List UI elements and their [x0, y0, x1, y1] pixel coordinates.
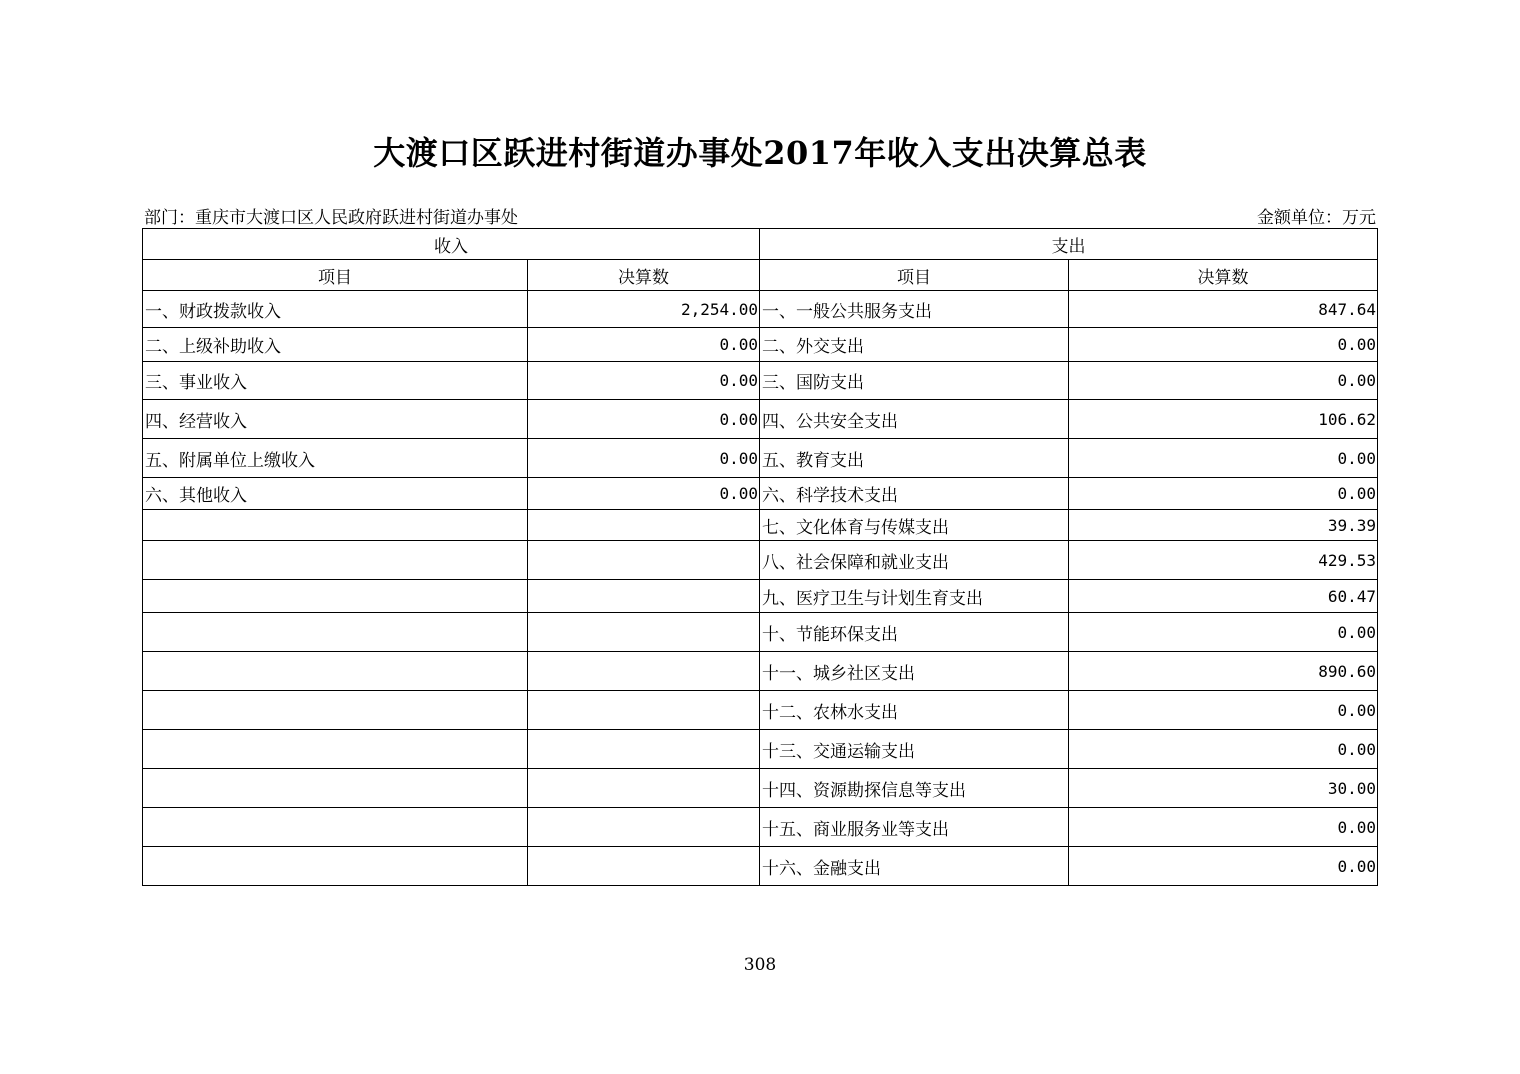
income-item-header: 项目: [143, 260, 528, 291]
table-row: [143, 613, 1378, 652]
expense-amount-cell: 0.00: [1069, 478, 1378, 510]
income-item-cell: 三、事业收入: [143, 362, 528, 400]
income-item-cell: [143, 847, 528, 886]
expense-amount-cell: 106.62: [1069, 400, 1378, 439]
page-title: 大渡口区跃进村街道办事处2017年收入支出决算总表: [373, 134, 1147, 172]
expense-item-cell: 一、一般公共服务支出: [760, 291, 1069, 328]
expense-amount-cell: 847.64: [1069, 291, 1378, 328]
table-row: [143, 439, 1378, 478]
income-item-cell: [143, 691, 528, 730]
income-amount-cell: [528, 541, 760, 580]
income-amount-cell: 0.00: [528, 400, 760, 439]
income-amount-header: 决算数: [528, 260, 760, 291]
budget-table: [142, 228, 1378, 886]
table-row: [143, 847, 1378, 886]
income-amount-cell: [528, 808, 760, 847]
income-item-cell: [143, 510, 528, 541]
expense-item-cell: 三、国防支出: [760, 362, 1069, 400]
expense-amount-cell: 0.00: [1069, 362, 1378, 400]
expense-amount-cell: 39.39: [1069, 510, 1378, 541]
income-amount-cell: 0.00: [528, 328, 760, 362]
expense-amount-cell: 429.53: [1069, 541, 1378, 580]
income-item-cell: 六、其他收入: [143, 478, 528, 510]
income-header: 收入: [143, 229, 760, 260]
expense-amount-cell: 0.00: [1069, 808, 1378, 847]
table-row: [143, 400, 1378, 439]
expense-amount-cell: 0.00: [1069, 328, 1378, 362]
expense-item-cell: 五、教育支出: [760, 439, 1069, 478]
expense-item-cell: 十五、商业服务业等支出: [760, 808, 1069, 847]
income-amount-cell: [528, 580, 760, 613]
table-row: [143, 580, 1378, 613]
table-row: [143, 652, 1378, 691]
table-row: [143, 510, 1378, 541]
expense-amount-cell: 0.00: [1069, 691, 1378, 730]
section-header-row: [143, 229, 1378, 260]
expense-item-cell: 十六、金融支出: [760, 847, 1069, 886]
income-amount-cell: [528, 769, 760, 808]
expense-amount-cell: 0.00: [1069, 847, 1378, 886]
income-item-cell: 二、上级补助收入: [143, 328, 528, 362]
expense-amount-cell: 890.60: [1069, 652, 1378, 691]
table-row: [143, 808, 1378, 847]
expense-amount-cell: 0.00: [1069, 613, 1378, 652]
income-amount-cell: [528, 730, 760, 769]
income-amount-cell: [528, 652, 760, 691]
table-row: [143, 362, 1378, 400]
income-item-cell: 五、附属单位上缴收入: [143, 439, 528, 478]
expense-item-cell: 七、文化体育与传媒支出: [760, 510, 1069, 541]
expense-header: 支出: [760, 229, 1378, 260]
income-amount-cell: 0.00: [528, 362, 760, 400]
income-item-cell: [143, 730, 528, 769]
expense-amount-header: 决算数: [1069, 260, 1378, 291]
department-label: 部门：重庆市大渡口区人民政府跃进村街道办事处: [144, 208, 518, 228]
income-item-cell: [143, 541, 528, 580]
income-item-cell: [143, 808, 528, 847]
unit-label: 金额单位：万元: [1257, 208, 1376, 228]
expense-item-cell: 六、科学技术支出: [760, 478, 1069, 510]
table-row: [143, 478, 1378, 510]
table-row: [143, 541, 1378, 580]
income-item-cell: 一、财政拨款收入: [143, 291, 528, 328]
expense-item-cell: 十二、农林水支出: [760, 691, 1069, 730]
expense-amount-cell: 0.00: [1069, 730, 1378, 769]
income-amount-cell: [528, 691, 760, 730]
expense-item-cell: 十一、城乡社区支出: [760, 652, 1069, 691]
income-amount-cell: [528, 510, 760, 541]
income-amount-cell: [528, 613, 760, 652]
expense-amount-cell: 30.00: [1069, 769, 1378, 808]
expense-item-cell: 十、节能环保支出: [760, 613, 1069, 652]
income-item-cell: 四、经营收入: [143, 400, 528, 439]
income-item-cell: [143, 613, 528, 652]
expense-item-header: 项目: [760, 260, 1069, 291]
page-number: 308: [743, 955, 777, 975]
expense-amount-cell: 0.00: [1069, 439, 1378, 478]
income-item-cell: [143, 769, 528, 808]
income-amount-cell: 0.00: [528, 478, 760, 510]
expense-amount-cell: 60.47: [1069, 580, 1378, 613]
table-row: [143, 769, 1378, 808]
income-amount-cell: 0.00: [528, 439, 760, 478]
table-row: [143, 291, 1378, 328]
table-row: [143, 730, 1378, 769]
expense-item-cell: 十三、交通运输支出: [760, 730, 1069, 769]
table-row: [143, 691, 1378, 730]
table-row: [143, 328, 1378, 362]
income-item-cell: [143, 580, 528, 613]
income-amount-cell: 2,254.00: [528, 291, 760, 328]
expense-item-cell: 八、社会保障和就业支出: [760, 541, 1069, 580]
expense-item-cell: 九、医疗卫生与计划生育支出: [760, 580, 1069, 613]
expense-item-cell: 二、外交支出: [760, 328, 1069, 362]
expense-item-cell: 四、公共安全支出: [760, 400, 1069, 439]
column-header-row: [143, 260, 1378, 291]
income-amount-cell: [528, 847, 760, 886]
income-item-cell: [143, 652, 528, 691]
expense-item-cell: 十四、资源勘探信息等支出: [760, 769, 1069, 808]
